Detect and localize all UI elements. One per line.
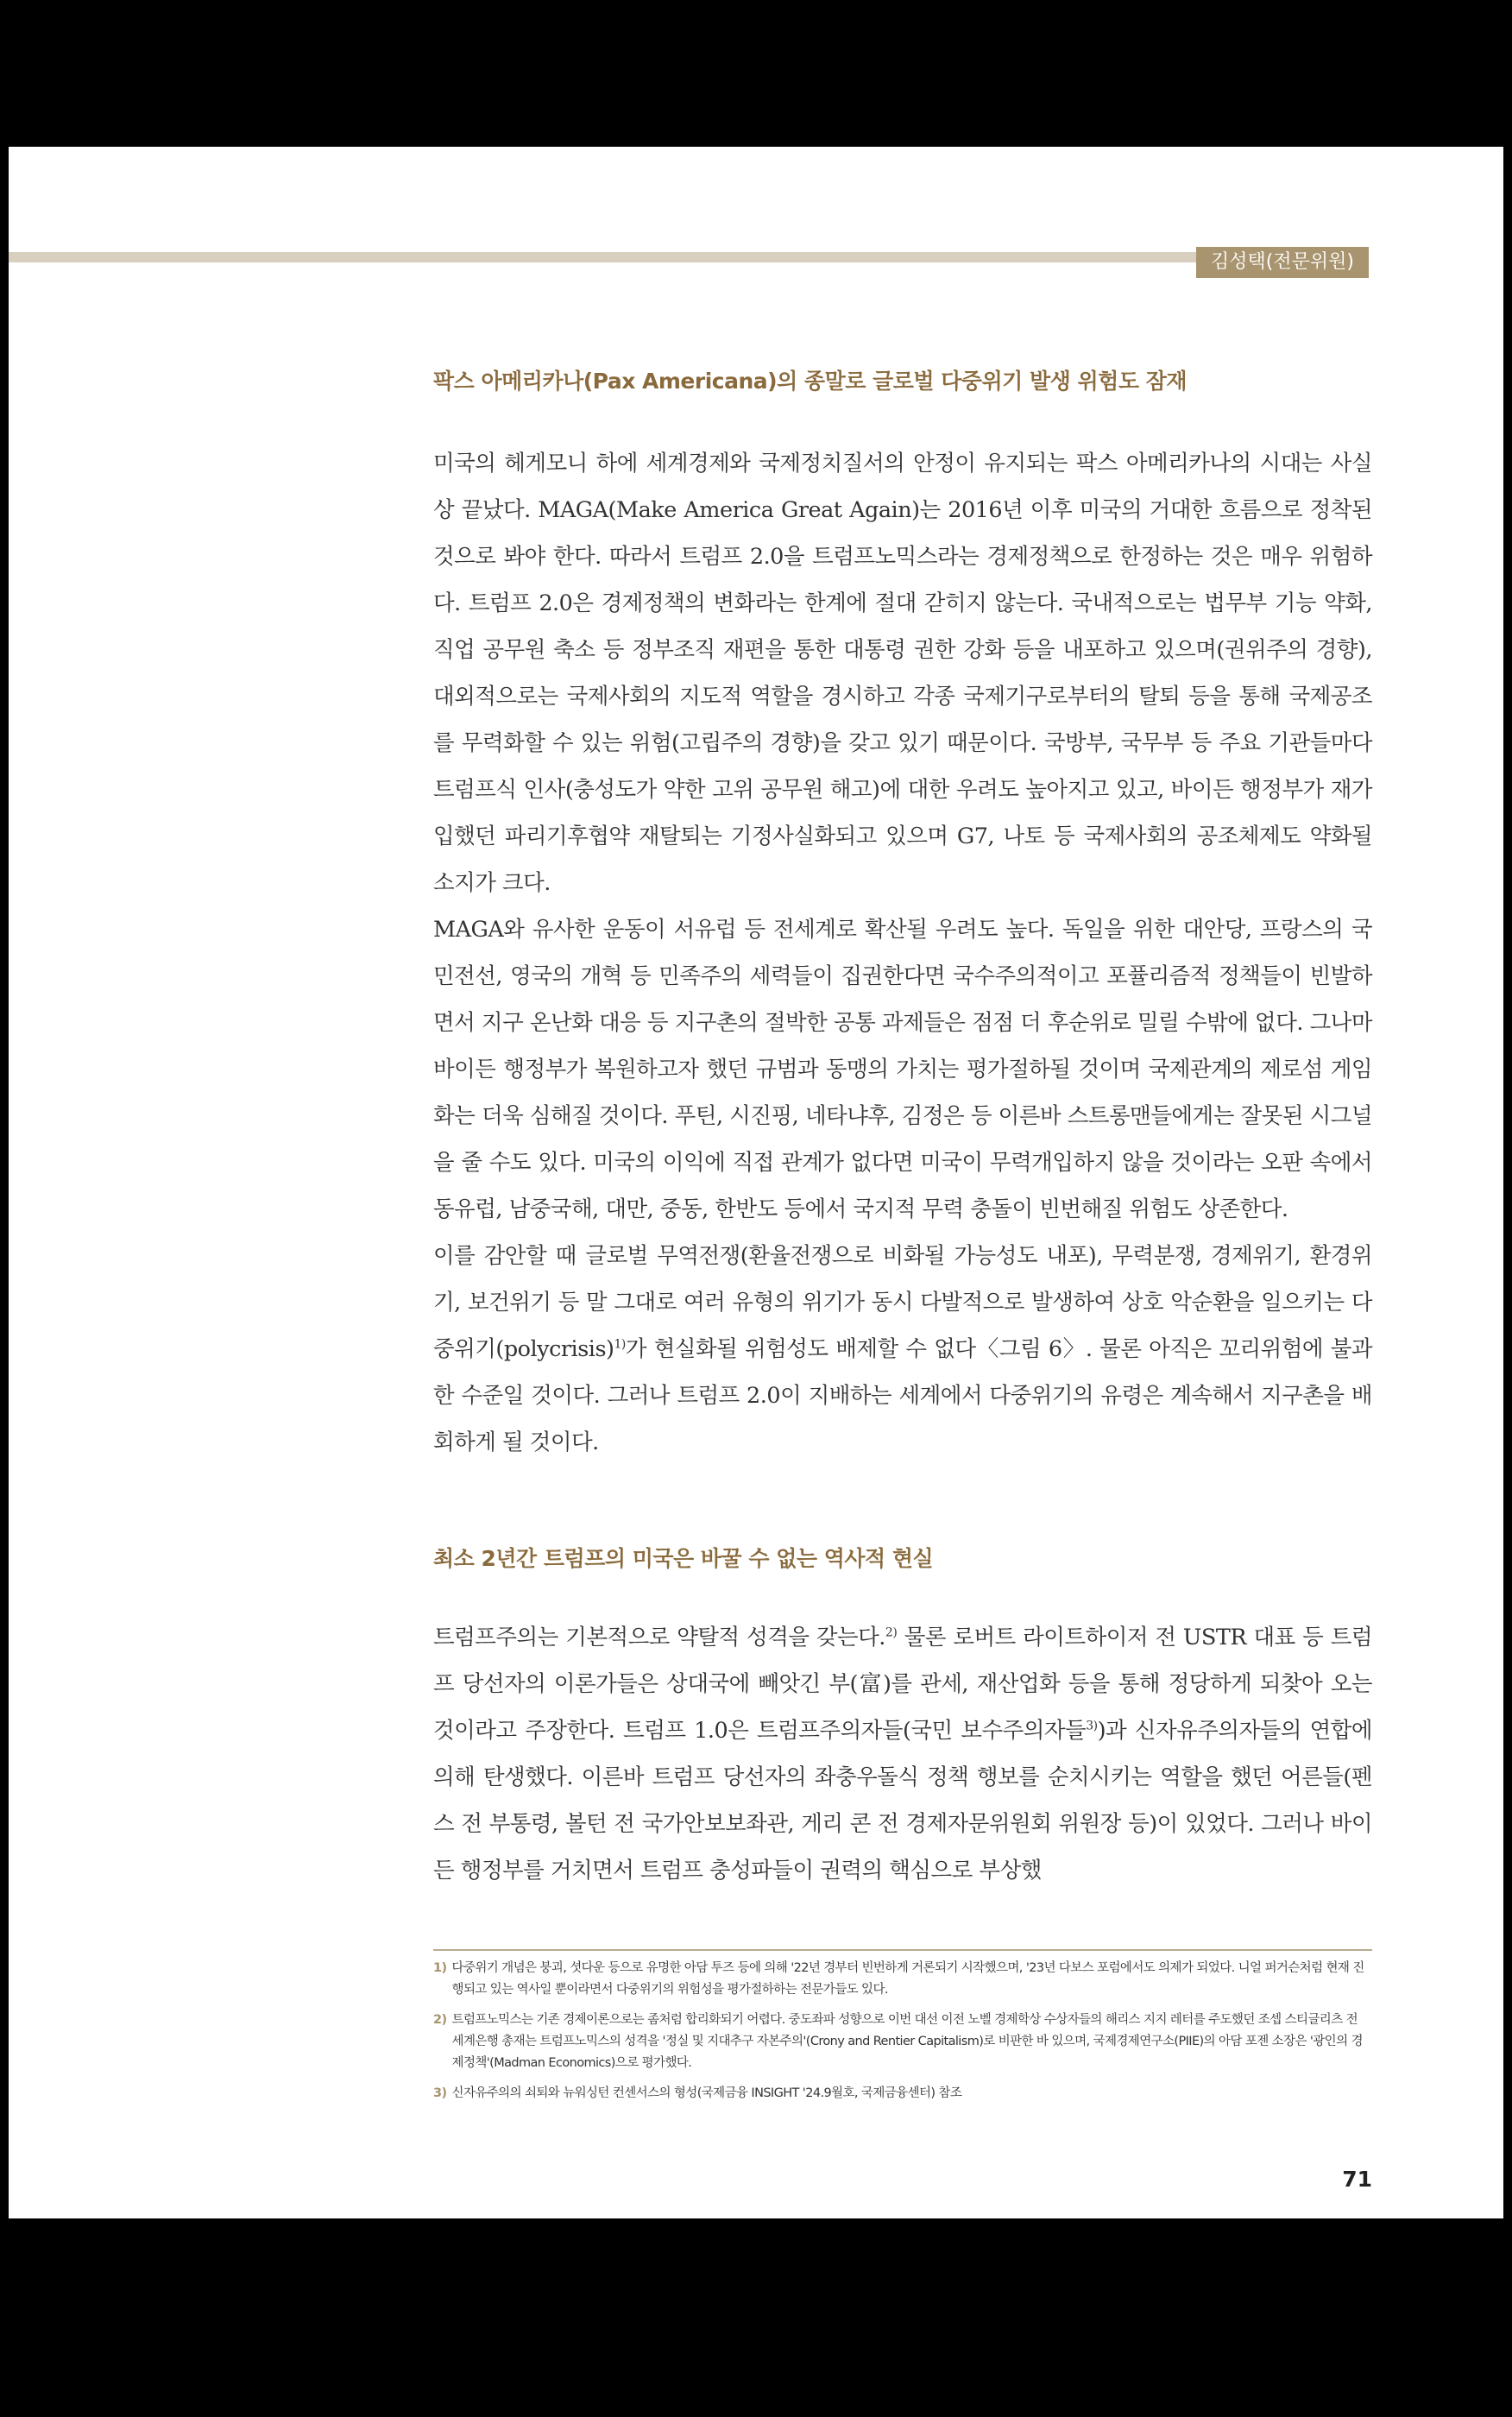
footnote-1 xyxy=(433,1958,1372,2001)
footnote-divider xyxy=(433,1949,1372,1951)
footnote-text: 신자유주의의 쇠퇴와 뉴워싱턴 컨센서스의 형성(국제금융 INSIGHT '24.9월호, 국제금융센터) 참조 xyxy=(451,2086,962,2100)
footnote-text: 다중위기 개념은 붕괴, 셧다운 등으로 유명한 아담 투즈 등에 의해 '22년 경부터 빈번하게 거론되기 시작했으며, '23년 다보스 포럼에서도 의제가 되었다. 니얼 퍼거슨처럼 현재 진행되고 있는 역사일 뿐이라면서 다중위기의 위험성을 평가절하하는 전문가들도 있다. xyxy=(451,1961,1364,1997)
footnote-3 xyxy=(433,2083,1372,2105)
footnote-ref-1: 1) xyxy=(614,1337,626,1352)
footnote-number: 2) xyxy=(433,2013,447,2027)
section-heading-pax-americana: 팍스 아메리카나(Pax Americana)의 종말로 글로벌 다중위기 발생 위험도 잠재 xyxy=(433,369,1187,394)
section1-body xyxy=(433,440,1372,1466)
footnote-number: 1) xyxy=(433,1961,447,1975)
paragraph-1: 미국의 헤게모니 하에 세계경제와 국제정치질서의 안정이 유지되는 팍스 아메리카나의 시대는 사실상 끝났다. MAGA(Make America Great Again)는 2016년 이후 미국의 거대한 흐름으로 정착된 것으로 봐야 한다. 따라서 트럼프 2.0을 트럼프노믹스라는 경제정책으로 한정하는 것은 매우 위험하다. 트럼프 2.0은 경제정책의 변화라는 한계에 절대 갇히지 않는다. 국내적으로는 법무부 기능 약화, 직업 공무원 축소 등 정부조직 재편을 통한 대통령 권한 강화 등을 내포하고 있으며(권위주의 경향), 대외적으로는 국제사회의 지도적 역할을 경시하고 각종 국제기구로부터의 탈퇴 등을 통해 국제공조를 무력화할 수 있는 위험(고립주의 경향)을 갖고 있기 때문이다. 국방부, 국무부 등 주요 기관들마다 트럼프식 인사(충성도가 약한 고위 공무원 해고)에 대한 우려도 높아지고 있고, 바이든 행정부가 재가입했던 파리기후협약 재탈퇴는 기정사실화되고 있으며 G7, 나토 등 국제사회의 공조체제도 약화될 소지가 크다. xyxy=(433,451,1373,896)
footnotes xyxy=(433,1958,1372,2113)
paragraph-3-text-a: 이를 감안할 때 글로벌 무역전쟁(환율전쟁으로 비화될 가능성도 내포), 무력분쟁, 경제위기, 환경위기, 보건위기 등 말 그대로 여러 유형의 위기가 동시 다발적으로 발생하여 상호 악순환을 일으키는 다중위기(polycrisis) xyxy=(433,1243,1372,1362)
page-number: 71 xyxy=(1342,2167,1372,2192)
footnote-number: 3) xyxy=(433,2086,447,2100)
paragraph-4-text-c: )과 신자유주의자들의 연합에 의해 탄생했다. 이른바 트럼프 당선자의 좌충우돌식 정책 행보를 순치시키는 역할을 했던 어른들(펜스 전 부통령, 볼턴 전 국가안보보좌관, 게리 콘 전 경제자문위원회 위원장 등)이 있었다. 그러나 바이든 행정부를 거치면서 트럼프 충성파들이 권력의 핵심으로 부상했 xyxy=(433,1718,1372,1884)
footnote-2 xyxy=(433,2010,1372,2074)
paragraph-4 xyxy=(433,1614,1372,1894)
footnote-ref-2: 2) xyxy=(885,1625,898,1640)
footnote-ref-3: 3) xyxy=(1086,1719,1098,1733)
paragraph-4-text-a: 트럼프주의는 기본적으로 약탈적 성격을 갖는다. xyxy=(433,1625,885,1650)
section2-body xyxy=(433,1614,1372,1894)
header-rule xyxy=(9,252,1369,262)
document-page xyxy=(9,147,1503,2218)
footnote-text: 트럼프노믹스는 기존 경제이론으로는 좀처럼 합리화되기 어렵다. 중도좌파 성향으로 이번 대선 이전 노벨 경제학상 수상자들의 해리스 지지 레터를 주도했던 조셉 스티글리츠 전 세계은행 총재는 트럼프노믹스의 성격을 '정실 및 지대추구 자본주의'(Crony and Rentier Capitalism)로 비판한 바 있으며, 국제경제연구소(PIIE)의 아담 포젠 소장은 '광인의 경제정책'(Madman Economics)으로 평가했다. xyxy=(451,2013,1363,2070)
paragraph-3 xyxy=(433,1233,1372,1466)
paragraph-2: MAGA와 유사한 운동이 서유럽 등 전세계로 확산될 우려도 높다. 독일을 위한 대안당, 프랑스의 국민전선, 영국의 개혁 등 민족주의 세력들이 집권한다면 국수주의적이고 포퓰리즘적 정책들이 빈발하면서 지구 온난화 대응 등 지구촌의 절박한 공통 과제들은 점점 더 후순위로 밀릴 수밖에 없다. 그나마 바이든 행정부가 복원하고자 했던 규범과 동맹의 가치는 평가절하될 것이며 국제관계의 제로섬 게임화는 더욱 심해질 것이다. 푸틴, 시진핑, 네타냐후, 김정은 등 이른바 스트롱맨들에게는 잘못된 시그널을 줄 수도 있다. 미국의 이익에 직접 관계가 없다면 미국이 무력개입하지 않을 것이라는 오판 속에서 동유럽, 남중국해, 대만, 중동, 한반도 등에서 국지적 무력 충돌이 빈번해질 위험도 상존한다. xyxy=(433,917,1372,1222)
section-heading-trump-america: 최소 2년간 트럼프의 미국은 바꿀 수 없는 역사적 현실 xyxy=(433,1546,934,1571)
author-tab: 김성택(전문위원) xyxy=(1196,247,1369,278)
paragraph-3-text-b: 가 현실화될 위험성도 배제할 수 없다〈그림 6〉. 물론 아직은 꼬리위험에 불과한 수준일 것이다. 그러나 트럼프 2.0이 지배하는 세계에서 다중위기의 유령은 계속해서 지구촌을 배회하게 될 것이다. xyxy=(433,1336,1372,1455)
paragraph-4-text-b: 물론 로버트 라이트하이저 전 USTR 대표 등 트럼프 당선자의 이론가들은 상대국에 빼앗긴 부(富)를 관세, 재산업화 등을 통해 정당하게 되찾아 오는 것이라고 주장한다. 트럼프 1.0은 트럼프주의자들(국민 보수주의자들 xyxy=(433,1625,1372,1744)
